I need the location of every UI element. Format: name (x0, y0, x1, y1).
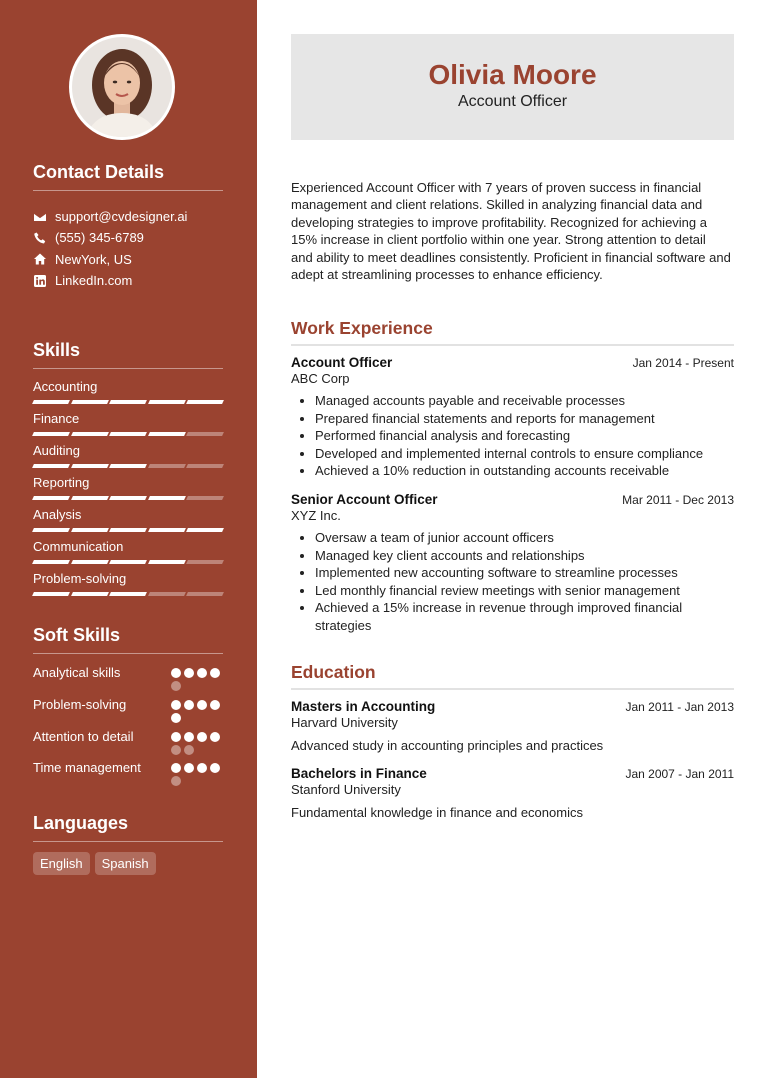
profile-photo (69, 34, 175, 140)
linkedin-icon (33, 274, 47, 288)
rating-dot (184, 668, 194, 678)
skill-level-segment (186, 464, 223, 468)
skill-level-bar (33, 528, 223, 532)
list-item: • Managed accounts payable and receivable processes (315, 392, 734, 410)
skill-label: Accounting (33, 379, 98, 394)
degree-title: Masters in Accounting (291, 699, 436, 714)
soft-skill-label: Time management (33, 760, 141, 775)
phone-icon (33, 231, 47, 245)
rating-dot (171, 713, 181, 723)
contact-location (33, 249, 187, 270)
skill-level-segment (148, 400, 185, 404)
skill-level-segment (32, 432, 69, 436)
skill-level-segment (32, 496, 69, 500)
skill-level-segment (186, 496, 223, 500)
skill-level-segment (148, 496, 185, 500)
list-item: • Achieved a 15% increase in revenue through improved financial strategies (315, 599, 734, 634)
skill-label: Auditing (33, 443, 80, 458)
contact-heading: Contact Details (33, 162, 165, 182)
languages-list (33, 852, 156, 875)
sidebar (0, 0, 257, 1078)
education-entry (291, 766, 734, 820)
skill-level-segment (109, 496, 146, 500)
work-experience-divider (291, 344, 734, 346)
skill-item (33, 475, 223, 507)
contact-phone-text: (555) 345-6789 (55, 230, 144, 246)
school-name: Stanford University (291, 782, 401, 797)
work-entry (291, 355, 734, 480)
job-bullets (291, 392, 734, 480)
skill-level-segment (109, 592, 146, 596)
soft-skill-item (33, 696, 223, 723)
education-date: Jan 2007 - Jan 2011 (625, 767, 734, 781)
rating-dot (197, 763, 207, 773)
skill-level-segment (71, 464, 108, 468)
contact-email-text: support@cvdesigner.ai (55, 209, 188, 225)
skill-level-segment (186, 592, 223, 596)
rating-dot (210, 763, 220, 773)
contact-divider (33, 190, 223, 191)
degree-description: Advanced study in accounting principles and practices (291, 738, 604, 753)
job-bullets (291, 529, 734, 634)
skill-level-segment (71, 432, 108, 436)
skill-level-segment (186, 528, 223, 532)
skill-level-segment (71, 400, 108, 404)
skill-level-segment (71, 560, 108, 564)
skill-level-segment (32, 528, 69, 532)
soft-skill-item (33, 728, 223, 755)
skill-level-bar (33, 400, 223, 404)
skill-level-segment (32, 592, 69, 596)
soft-skill-rating (171, 664, 223, 691)
contact-linkedin[interactable] (33, 270, 187, 291)
soft-skills-list (33, 664, 223, 791)
soft-skill-rating (171, 759, 223, 786)
soft-skill-item (33, 759, 223, 786)
contact-list (33, 206, 187, 291)
profile-summary: Experienced Account Officer with 7 years of proven success in financial management and client relations. Skilled in analyzing financial data and developing strategies to improve profitability. Recognized for achieving a 15% increase in client portfolio within one year. Strong attention to detail and ability to meet deadlines consistently. Proficient in financial software and adept at streamlining processes to enhance efficiency. (291, 180, 731, 283)
skill-label: Finance (33, 411, 80, 426)
soft-skill-label: Attention to detail (33, 729, 134, 744)
rating-dot (171, 668, 181, 678)
envelope-icon (33, 210, 47, 224)
candidate-title: Account Officer (457, 93, 568, 110)
contact-location-text: NewYork, US (55, 251, 132, 267)
list-item: • Developed and implemented internal controls to ensure compliance (315, 445, 734, 463)
contact-phone[interactable] (33, 227, 187, 248)
work-experience-heading: Work Experience (291, 318, 433, 338)
skill-level-segment (148, 528, 185, 532)
contact-linkedin-text: LinkedIn.com (55, 273, 133, 289)
rating-dot (210, 668, 220, 678)
skill-level-segment (109, 528, 146, 532)
rating-dot (171, 745, 181, 755)
languages-divider (33, 841, 223, 842)
language-tag: English (33, 852, 90, 875)
degree-description: Fundamental knowledge in finance and economics (291, 805, 583, 820)
soft-skill-item (33, 664, 223, 691)
job-title: Account Officer (291, 355, 393, 370)
rating-dot (171, 700, 181, 710)
list-item: • Led monthly financial review meetings with senior management (315, 582, 734, 600)
skill-item (33, 443, 223, 475)
skill-level-segment (32, 560, 69, 564)
soft-skill-rating (171, 696, 223, 723)
skill-item (33, 379, 223, 411)
skill-level-segment (186, 400, 223, 404)
skill-label: Analysis (33, 507, 82, 522)
rating-dot (171, 776, 181, 786)
skill-level-bar (33, 464, 223, 468)
skill-item (33, 507, 223, 539)
avatar (72, 37, 172, 137)
education-heading: Education (291, 662, 376, 682)
list-item: • Performed financial analysis and forecasting (315, 427, 734, 445)
rating-dot (184, 745, 194, 755)
skill-level-segment (32, 400, 69, 404)
skill-level-segment (71, 528, 108, 532)
rating-dot (171, 681, 181, 691)
company-name: XYZ Inc. (291, 508, 341, 523)
job-date: Jan 2014 - Present (632, 356, 734, 370)
skill-level-segment (32, 464, 69, 468)
rating-dot (210, 732, 220, 742)
skill-label: Communication (33, 539, 124, 554)
contact-email[interactable] (33, 206, 187, 227)
job-title: Senior Account Officer (291, 492, 438, 507)
skill-level-segment (109, 400, 146, 404)
skill-level-segment (109, 560, 146, 564)
skill-level-segment (109, 432, 146, 436)
skill-item (33, 571, 223, 603)
soft-skills-heading: Soft Skills (33, 625, 121, 645)
skill-level-bar (33, 432, 223, 436)
skill-level-segment (148, 560, 185, 564)
list-item: • Achieved a 10% reduction in outstanding accounts receivable (315, 462, 734, 480)
skill-item (33, 539, 223, 571)
candidate-name: Olivia Moore (428, 59, 597, 90)
education-date: Jan 2011 - Jan 2013 (625, 700, 734, 714)
rating-dot (197, 668, 207, 678)
rating-dot (197, 700, 207, 710)
languages-heading: Languages (33, 813, 129, 833)
language-tag: Spanish (95, 852, 156, 875)
company-name: ABC Corp (291, 371, 350, 386)
list-item: • Oversaw a team of junior account officers (315, 529, 734, 547)
soft-skills-divider (33, 653, 223, 654)
list-item: • Managed key client accounts and relationships (315, 547, 734, 565)
skills-heading: Skills (33, 340, 81, 360)
resume-header (291, 34, 734, 140)
rating-dot (197, 732, 207, 742)
skill-level-segment (71, 592, 108, 596)
skill-level-bar (33, 560, 223, 564)
skill-level-bar (33, 592, 223, 596)
soft-skill-label: Analytical skills (33, 665, 121, 680)
soft-skill-rating (171, 728, 223, 755)
rating-dot (210, 700, 220, 710)
rating-dot (171, 732, 181, 742)
skills-divider (33, 368, 223, 369)
soft-skill-label: Problem-solving (33, 697, 127, 712)
skill-item (33, 411, 223, 443)
list-item: • Prepared financial statements and reports for management (315, 410, 734, 428)
skill-label: Reporting (33, 475, 90, 490)
skill-level-bar (33, 496, 223, 500)
education-divider (291, 688, 734, 690)
skill-level-segment (109, 464, 146, 468)
skill-level-segment (148, 464, 185, 468)
skill-level-segment (186, 432, 223, 436)
job-date: Mar 2011 - Dec 2013 (622, 493, 734, 507)
list-item: • Implemented new accounting software to streamline processes (315, 564, 734, 582)
work-entry (291, 492, 734, 634)
skill-label: Problem-solving (33, 571, 127, 586)
rating-dot (184, 763, 194, 773)
skill-level-segment (148, 432, 185, 436)
rating-dot (171, 763, 181, 773)
home-icon (33, 252, 47, 266)
school-name: Harvard University (291, 715, 398, 730)
skills-list (33, 379, 223, 603)
skill-level-segment (71, 496, 108, 500)
rating-dot (184, 700, 194, 710)
rating-dot (184, 732, 194, 742)
education-entry (291, 699, 734, 753)
degree-title: Bachelors in Finance (291, 766, 427, 781)
skill-level-segment (148, 592, 185, 596)
skill-level-segment (186, 560, 223, 564)
